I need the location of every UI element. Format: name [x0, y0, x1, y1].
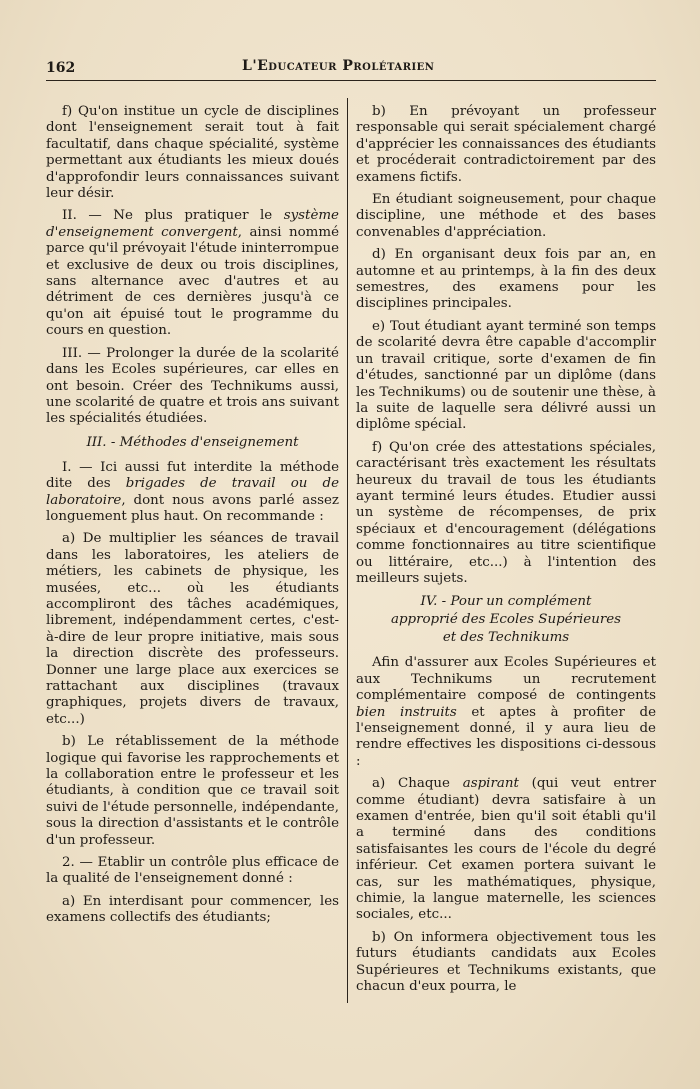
paragraph: a) En interdisant pour commencer, les examens collectifs des étudiants;: [46, 893, 339, 926]
paragraph: III. — Prolonger la durée de la scolarité dans les Ecoles supérieures, car elles en ont besoin. Créer des Technikums aussi, une scolarité de quatre et trois ans suivant les spécialités étudiées.: [46, 345, 339, 427]
header-rule: [46, 80, 656, 81]
paragraph: b) Le rétablissement de la méthode logique qui favorise les rapprochements et la collaboration entre le professeur et les étudiants, à condition que ce travail soit suivi de l'étude personnelle, indépendante, sous la direction d'assistants et le contrôle d'un professeur.: [46, 734, 339, 848]
paragraph: d) En organisant deux fois par an, en automne et au printemps, à la fin des deux semestres, des examens pour les disciplines principales.: [356, 247, 656, 312]
running-title: L'Educateur Prolétarien: [242, 58, 435, 74]
paragraph: II. — Ne plus pratiquer le système d'enseignement convergent, ainsi nommé parce qu'il prévoyait l'étude ininterrompue et exclusive de deux ou trois disciplines, sans alternance avec d'autres et au détriment de ces dernières jusqu'à ce qu'on ait épuisé tout le programme du cours en question.: [46, 208, 339, 339]
paragraph: e) Tout étudiant ayant terminé son temps de scolarité devra être capable d'accomplir un travail critique, sorte d'examen de fin d'études, sanctionné par un diplôme (dans les Technikums) ou de soutenir une thèse, à la suite de laquelle sera délivré aussi un diplôme spécial.: [356, 318, 656, 433]
paragraph: a) De multiplier les séances de travail dans les laboratoires, les ateliers de métiers, les cabinets de physique, les musées, etc... où les étudiants accompliront des tâches académiques, librement, indépendamment certes, c'est-à-dire de leur propre initiative, mais sous la direction discrète des professeurs. Donner une large place aux exercices se rattachant aux disciplines (travaux graphiques, projets divers de travaux, etc...): [46, 531, 339, 727]
section-heading: III. - Méthodes d'enseignement: [86, 434, 299, 450]
paragraph: 2. — Etablir un contrôle plus efficace de la qualité de l'enseignement donné :: [46, 855, 339, 887]
paragraph: Afin d'assurer aux Ecoles Supérieures et aux Technikums un recrutement complémentaire composé de contingents bien instruits et aptes à profiter de l'enseignement donné, il y aura lieu de rendre effectives les dispositions ci-dessous :: [356, 655, 656, 769]
paragraph: b) En prévoyant un professeur responsable qui serait spécialement chargé d'apprécier les connaissances des étudiants et procéderait contradictoirement par des examens fictifs.: [356, 104, 656, 185]
column-divider: [347, 98, 348, 1003]
left-column: [46, 104, 339, 933]
paragraph: f) Qu'on institue un cycle de disciplines dont l'enseignement serait tout à fait facultatif, dans chaque spécialité, système permettant aux étudiants les mieux doués d'approfondir leurs connaissances suivant leur désir.: [46, 104, 339, 202]
paragraph: a) Chaque aspirant (qui veut entrer comme étudiant) devra satisfaire à un examen d'entrée, bien qu'il soit établi qu'il a terminé dans des conditions satisfaisantes les cours de l'école du degré inférieur. Cet examen portera suivant le cas, sur les mathématiques, physique, chimie, la langue maternelle, les sciences sociales, etc...: [356, 776, 657, 923]
paragraph: En étudiant soigneusement, pour chaque discipline, une méthode et des bases convenables d'appréciation.: [356, 192, 656, 240]
page-header: [46, 58, 656, 78]
paragraph: f) Qu'on crée des attestations spéciales, caractérisant très exactement les résultats heureux du travail de tous les étudiants ayant terminé leurs études. Etudier aussi un système de récompenses, de prix spéciaux et d'encouragement (délégations comme fonctionnaires au titre scientifique ou littéraire, etc...) à l'intention des meilleurs sujets.: [356, 439, 656, 586]
right-column: [356, 104, 656, 1002]
page-number: 162: [46, 60, 76, 76]
paragraph: I. — Ici aussi fut interdite la méthode dite des brigades de travail ou de laboratoire, dont nous avons parlé assez longuement plus haut. On recommande :: [46, 459, 340, 524]
paragraph: b) On informera objectivement tous les futurs étudiants candidats aux Ecoles Supérieures et Technikums existants, que chacun d'eux pourra, le: [356, 929, 656, 995]
section-heading: IV. - Pour un complément approprié des Ecoles Supérieures et des Technikums: [390, 594, 622, 646]
